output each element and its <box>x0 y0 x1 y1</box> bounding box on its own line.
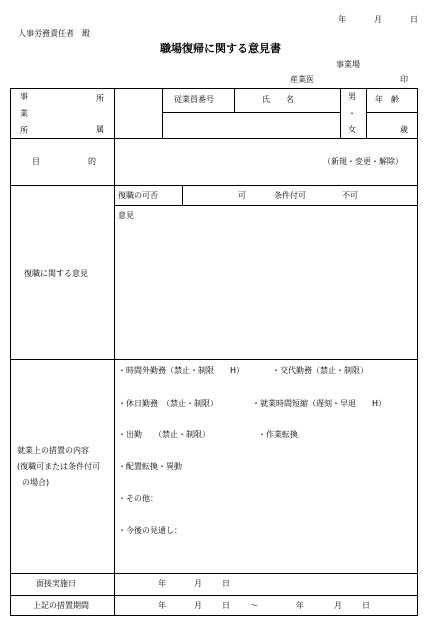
period-start-year: 年 <box>158 601 166 610</box>
row-divider <box>10 138 418 139</box>
row-divider <box>114 205 418 206</box>
return-opinion-label: 復職に関する意見 <box>24 269 88 278</box>
col-divider <box>114 88 115 616</box>
period-end-year: 年 <box>296 601 304 610</box>
option-no: 不可 <box>342 191 358 200</box>
interview-year: 年 <box>158 579 166 588</box>
purpose-label-b: 的 <box>88 157 96 166</box>
period-end-day: 日 <box>362 601 370 610</box>
sex-separator: ・ <box>348 109 356 118</box>
seal-label: 印 <box>400 75 408 84</box>
measures-note-1: (復職可または条件付可 <box>17 462 101 471</box>
zoku-char: 属 <box>96 125 104 134</box>
period-label: 上記の措置期間 <box>33 601 89 610</box>
interview-month: 月 <box>194 579 202 588</box>
header-day: 日 <box>410 15 418 24</box>
jigyo-char: 事 <box>20 92 28 101</box>
row-divider <box>10 573 418 574</box>
row-divider <box>10 359 418 360</box>
opinion-label: 意見 <box>118 211 134 220</box>
header-month: 月 <box>374 15 382 24</box>
item-other: ・その他： <box>118 494 158 503</box>
period-tilde: 〜 <box>250 601 258 610</box>
doctor-label: 産業医 <box>290 75 314 84</box>
option-yes: 可 <box>238 191 246 200</box>
row-divider <box>10 595 418 596</box>
sho2-char: 所 <box>96 94 104 103</box>
period-start-day: 日 <box>222 601 230 610</box>
purpose-label-a: 目 <box>32 157 40 166</box>
row-divider <box>162 112 340 113</box>
item-overtime: ・時間外勤務（禁止・制限 H） <box>118 366 245 375</box>
document-title: 職場復帰に関する意見書 <box>160 42 281 55</box>
availability-label: 復職の可否 <box>118 191 158 200</box>
age-label: 年 齢 <box>375 95 399 104</box>
item-work-change: ・作業転換 <box>258 430 298 439</box>
col-divider <box>366 88 367 138</box>
name-label: 氏 名 <box>262 95 294 104</box>
item-holiday: ・休日勤務 （禁止・制限） <box>118 399 218 408</box>
col-divider <box>340 88 341 138</box>
measures-label: 就業上の措置の内容 <box>17 446 89 455</box>
col-divider <box>234 88 235 112</box>
female-label: 女 <box>348 125 356 134</box>
measures-note-2: の場合) <box>22 478 50 487</box>
col-divider <box>182 185 183 205</box>
interview-label: 面接実施日 <box>36 579 76 588</box>
workplace-label: 事業場 <box>336 60 360 69</box>
employee-no-label: 従業員番号 <box>174 95 214 104</box>
item-transfer: ・配置転換・異動 <box>118 462 182 471</box>
addressee: 人事労務責任者 殿 <box>18 29 90 38</box>
age-unit: 歳 <box>400 125 408 134</box>
period-start-month: 月 <box>194 601 202 610</box>
item-shift: ・交代勤務（禁止・制限） <box>272 366 368 375</box>
item-outlook: ・今後の見通し： <box>118 526 182 535</box>
form-frame <box>10 88 418 616</box>
gyo-char: 業 <box>20 109 28 118</box>
purpose-value: （新規・変更・解除） <box>323 157 403 166</box>
header-year: 年 <box>338 15 346 24</box>
row-divider <box>10 185 418 186</box>
male-label: 男 <box>348 92 356 101</box>
interview-day: 日 <box>222 579 230 588</box>
col-divider <box>162 88 163 138</box>
item-short-hours: ・就業時間短縮（遅刻・早退 H） <box>252 399 387 408</box>
sho-char: 所 <box>20 126 28 135</box>
option-conditional: 条件付可 <box>274 191 306 200</box>
item-business-trip: ・出勤 （禁止・制限） <box>118 430 210 439</box>
row-divider <box>366 112 418 113</box>
period-end-month: 月 <box>334 601 342 610</box>
